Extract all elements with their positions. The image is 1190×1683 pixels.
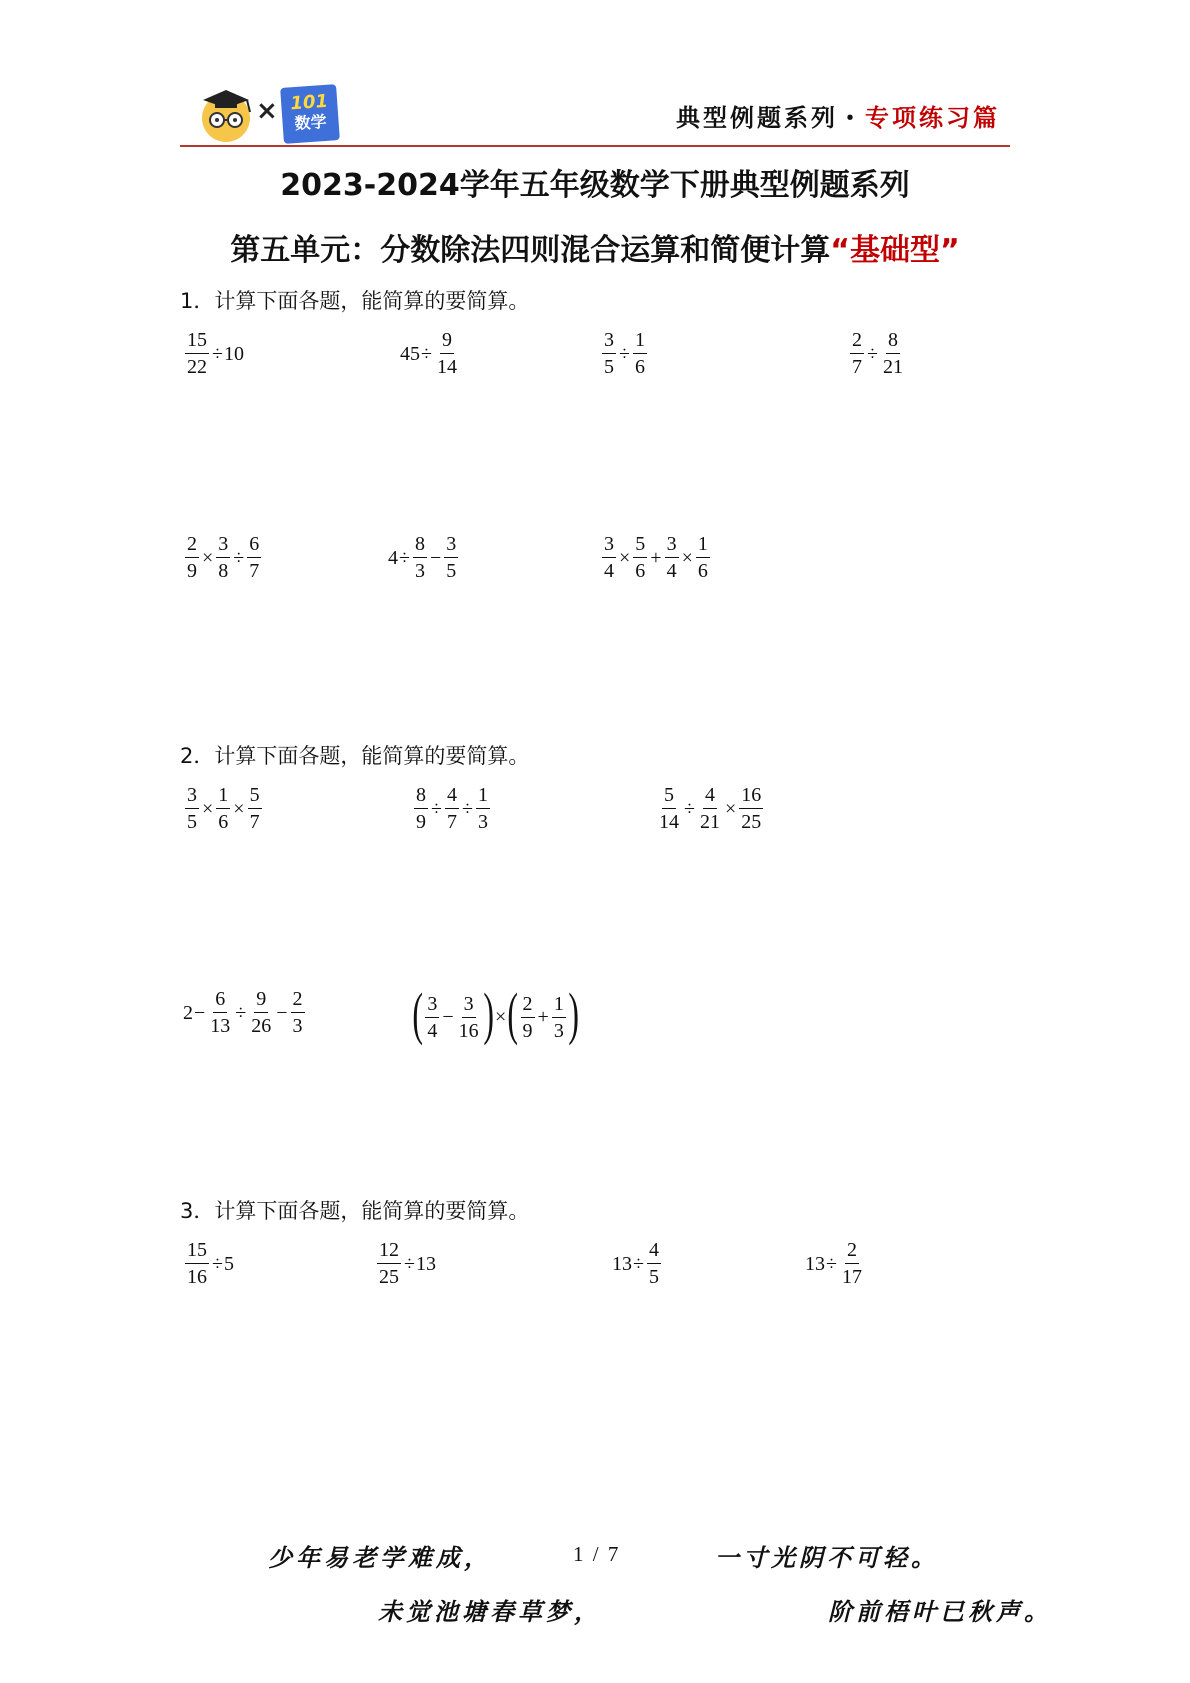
fraction xyxy=(696,533,710,582)
numerator: 3 xyxy=(444,533,458,558)
denominator: 16 xyxy=(458,1019,479,1042)
page-title: 2023-2024学年五年级数学下册典型例题系列 xyxy=(280,168,910,203)
q1-expression-4 xyxy=(848,329,907,378)
denominator: 13 xyxy=(210,1015,231,1037)
header-series-red: 专项练习篇 xyxy=(865,103,1000,132)
denominator: 7 xyxy=(446,811,457,833)
denominator: 7 xyxy=(249,811,260,833)
numerator: 1 xyxy=(696,533,710,558)
header-divider xyxy=(180,145,1010,147)
logo-101-text: 101 xyxy=(289,90,329,115)
fraction xyxy=(185,1239,209,1288)
fraction xyxy=(881,329,905,378)
fraction xyxy=(185,329,209,378)
fraction xyxy=(185,784,199,833)
numerator: 8 xyxy=(413,533,427,558)
operator: ÷ xyxy=(633,1252,644,1275)
fraction xyxy=(602,329,616,378)
fraction xyxy=(185,533,199,582)
operator: ÷ xyxy=(235,1001,247,1024)
page-subtitle xyxy=(0,225,1190,269)
fraction xyxy=(248,784,262,833)
numerator: 16 xyxy=(739,784,763,809)
numerator: 4 xyxy=(703,784,717,809)
operator: + xyxy=(537,1006,549,1028)
denominator: 9 xyxy=(187,560,197,582)
fraction xyxy=(414,784,428,833)
denominator: 4 xyxy=(666,560,677,582)
operator: × xyxy=(233,797,245,820)
fraction xyxy=(552,993,566,1042)
numerator: 3 xyxy=(216,533,230,558)
denominator: 5 xyxy=(604,356,614,378)
number: 10 xyxy=(223,342,244,365)
operator: ÷ xyxy=(431,797,442,820)
numerator: 3 xyxy=(665,533,679,558)
operator: × xyxy=(494,1006,507,1028)
fraction xyxy=(291,988,305,1037)
fraction xyxy=(698,784,722,833)
numerator: 3 xyxy=(425,993,439,1018)
numerator: 3 xyxy=(602,329,616,354)
operator: × xyxy=(619,546,631,569)
numerator: 1 xyxy=(633,329,647,354)
q1-expression-7 xyxy=(600,533,712,582)
denominator: 6 xyxy=(635,560,646,582)
fraction xyxy=(633,329,647,378)
fraction xyxy=(444,533,458,582)
numerator: 4 xyxy=(445,784,459,809)
operator: − xyxy=(429,546,442,569)
denominator: 3 xyxy=(477,811,488,833)
q2-expression-3 xyxy=(655,784,765,833)
fraction xyxy=(445,784,459,833)
fraction xyxy=(413,533,427,582)
parenthesis: ) xyxy=(568,981,579,1046)
page-number: 1 / 7 xyxy=(573,1542,621,1566)
q1-expression-5 xyxy=(183,533,263,582)
operator: ÷ xyxy=(421,342,432,365)
fraction xyxy=(208,988,232,1037)
fraction xyxy=(647,1239,661,1288)
header-series-title xyxy=(676,98,1000,133)
denominator: 5 xyxy=(187,811,197,833)
operator: ÷ xyxy=(212,1252,223,1275)
numerator: 8 xyxy=(414,784,428,809)
denominator: 7 xyxy=(852,356,862,378)
operator: ÷ xyxy=(619,342,630,365)
numerator: 2 xyxy=(521,993,535,1018)
operator: × xyxy=(202,546,214,569)
operator: − xyxy=(276,1001,288,1024)
logo-times-sign: × xyxy=(256,96,278,126)
q1-expression-6 xyxy=(388,533,460,582)
numerator: 12 xyxy=(377,1239,401,1264)
parenthesis: ( xyxy=(507,981,519,1046)
numerator: 8 xyxy=(886,329,900,354)
operator: ÷ xyxy=(233,546,245,569)
q2-expression-1 xyxy=(183,784,264,833)
denominator: 3 xyxy=(292,1015,303,1037)
question-2-heading: 2．计算下面各题，能简算的要简算。 xyxy=(180,744,530,768)
fraction xyxy=(850,329,864,378)
numerator: 15 xyxy=(185,329,209,354)
q3-expression-2 xyxy=(375,1239,436,1288)
parenthesis: ) xyxy=(482,981,494,1046)
number: 13 xyxy=(612,1252,632,1275)
operator: ÷ xyxy=(684,797,695,820)
denominator: 9 xyxy=(522,1019,533,1042)
fraction xyxy=(435,329,459,378)
number: 45 xyxy=(400,342,420,365)
fraction xyxy=(602,533,616,582)
q2-expression-5 xyxy=(412,981,579,1046)
numerator: 1 xyxy=(552,993,566,1018)
denominator: 25 xyxy=(379,1266,399,1288)
numerator: 2 xyxy=(850,329,864,354)
denominator: 5 xyxy=(446,560,457,582)
numerator: 3 xyxy=(462,993,476,1018)
denominator: 5 xyxy=(648,1266,659,1288)
number: 13 xyxy=(415,1252,436,1275)
logo-101-math xyxy=(280,84,340,144)
numerator: 1 xyxy=(216,784,230,809)
denominator: 6 xyxy=(697,560,708,582)
numerator: 15 xyxy=(185,1239,209,1264)
operator: ÷ xyxy=(404,1252,415,1275)
numerator: 3 xyxy=(185,784,199,809)
numerator: 3 xyxy=(602,533,616,558)
footer-poem-line2-left: 未觉池塘春草梦， xyxy=(378,1597,602,1626)
operator: ÷ xyxy=(399,546,410,569)
denominator: 6 xyxy=(634,356,645,378)
denominator: 9 xyxy=(416,811,426,833)
q1-expression-3 xyxy=(600,329,649,378)
denominator: 21 xyxy=(882,356,903,378)
numerator: 4 xyxy=(647,1239,661,1264)
logo-math-text: 数学 xyxy=(293,111,328,134)
operator: ÷ xyxy=(461,797,473,820)
number: 13 xyxy=(805,1252,825,1275)
fraction xyxy=(216,784,230,833)
denominator: 8 xyxy=(218,560,229,582)
denominator: 14 xyxy=(659,811,679,833)
operator: × xyxy=(202,797,214,820)
fraction xyxy=(247,533,261,582)
numerator: 1 xyxy=(476,784,490,809)
numerator: 6 xyxy=(247,533,261,558)
fraction xyxy=(840,1239,864,1288)
footer-poem-line1-left: 少年易老学难成， xyxy=(268,1543,492,1572)
fraction xyxy=(739,784,763,833)
numerator: 5 xyxy=(633,533,647,558)
fraction xyxy=(633,533,647,582)
denominator: 3 xyxy=(553,1019,564,1042)
denominator: 4 xyxy=(427,1019,438,1042)
numerator: 6 xyxy=(213,988,227,1013)
q1-expression-2 xyxy=(400,329,461,378)
denominator: 16 xyxy=(187,1266,207,1288)
fraction xyxy=(457,993,481,1042)
fraction xyxy=(476,784,490,833)
denominator: 17 xyxy=(841,1266,862,1288)
header-series-black: 典型例题系列・ xyxy=(676,103,865,132)
operator: + xyxy=(650,546,662,569)
operator: − xyxy=(442,1006,454,1028)
fraction xyxy=(377,1239,401,1288)
fraction xyxy=(216,533,230,582)
q3-expression-3 xyxy=(612,1239,663,1288)
subtitle-main: 第五单元：分数除法四则混合运算和简便计算 xyxy=(230,233,831,268)
operator: × xyxy=(724,797,737,820)
number: 2 xyxy=(183,1001,193,1024)
question-1-heading: 1．计算下面各题，能简算的要简算。 xyxy=(180,289,530,313)
q3-expression-1 xyxy=(183,1239,234,1288)
number: 5 xyxy=(223,1252,234,1275)
denominator: 3 xyxy=(414,560,425,582)
denominator: 14 xyxy=(436,356,457,378)
q3-expression-4 xyxy=(805,1239,866,1288)
footer-poem-line1-right: 一寸光阴不可轻。 xyxy=(715,1543,939,1572)
footer-poem-line2-right: 阶前梧叶已秋声。 xyxy=(828,1597,1052,1626)
denominator: 21 xyxy=(699,811,720,833)
operator: ÷ xyxy=(826,1252,837,1275)
parenthesis: ( xyxy=(412,981,423,1046)
owl-logo-icon xyxy=(195,82,257,144)
denominator: 22 xyxy=(187,356,207,378)
numerator: 9 xyxy=(254,988,268,1013)
numerator: 2 xyxy=(845,1239,859,1264)
operator: ÷ xyxy=(867,342,878,365)
numerator: 2 xyxy=(291,988,305,1013)
question-3-heading: 3．计算下面各题，能简算的要简算。 xyxy=(180,1199,530,1223)
numerator: 2 xyxy=(185,533,199,558)
numerator: 5 xyxy=(248,784,262,809)
denominator: 25 xyxy=(741,811,762,833)
denominator: 6 xyxy=(218,811,229,833)
operator: − xyxy=(194,1001,206,1024)
numerator: 5 xyxy=(662,784,676,809)
fraction xyxy=(521,993,535,1042)
number: 4 xyxy=(388,546,398,569)
denominator: 4 xyxy=(604,560,614,582)
denominator: 26 xyxy=(251,1015,272,1037)
operator: × xyxy=(681,546,693,569)
numerator: 9 xyxy=(440,329,454,354)
fraction xyxy=(425,993,439,1042)
q2-expression-2 xyxy=(412,784,492,833)
subtitle-highlight: “基础型” xyxy=(830,233,960,268)
fraction xyxy=(665,533,679,582)
fraction xyxy=(657,784,681,833)
operator: ÷ xyxy=(212,342,223,365)
q2-expression-4 xyxy=(183,988,307,1037)
q1-expression-1 xyxy=(183,329,244,378)
fraction xyxy=(249,988,273,1037)
denominator: 7 xyxy=(249,560,260,582)
